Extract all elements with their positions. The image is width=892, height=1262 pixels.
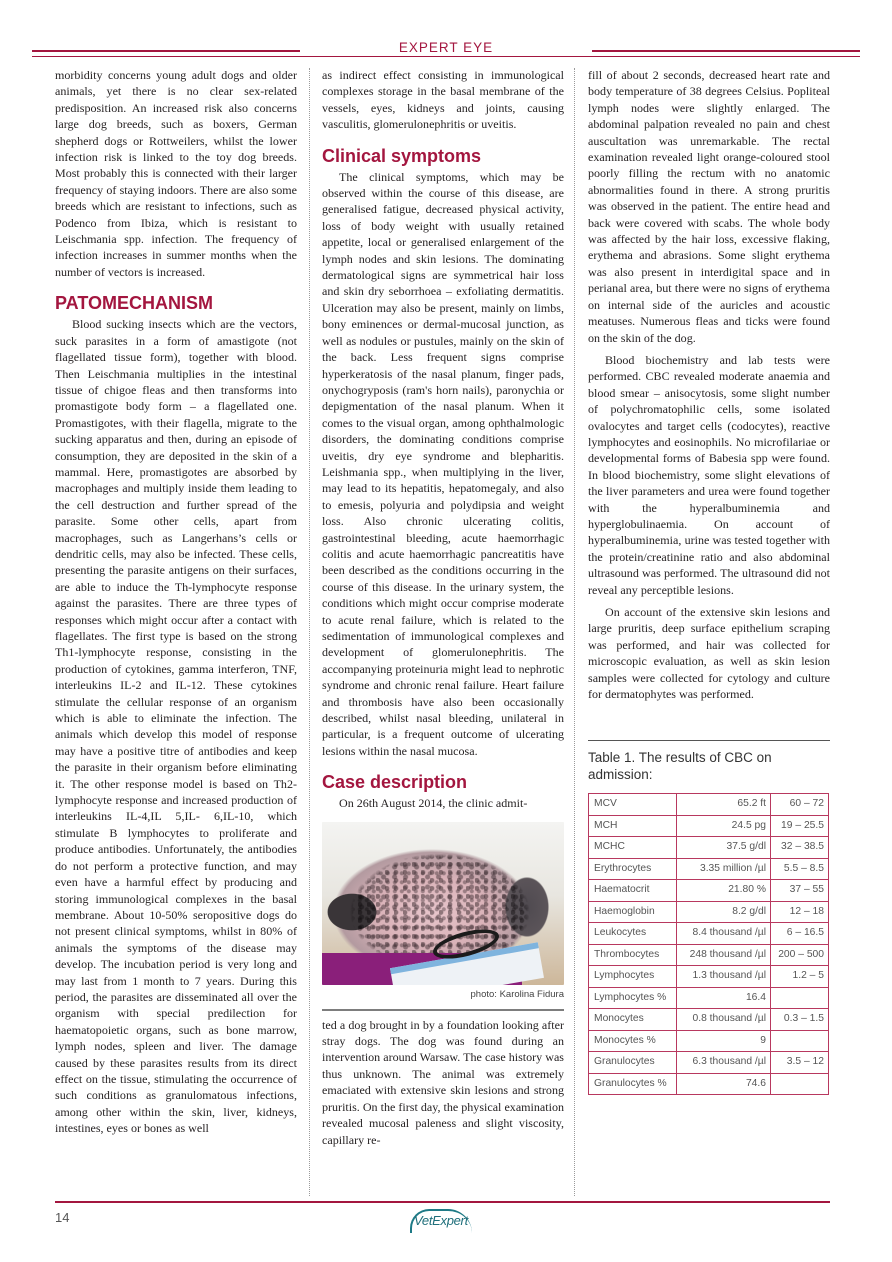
cell-value: 65.2 ft [677,794,771,816]
table-row [589,944,829,966]
heading-clinical-symptoms: Clinical symptoms [322,145,482,166]
table-rule [588,740,830,741]
table-row [589,1073,829,1095]
cbc-table-body [589,794,829,1095]
column-divider [309,68,310,1196]
cell-reference: 32 – 38.5 [771,837,829,859]
body-paragraph: Blood sucking insects which are the vectors, suck parasites in a form of amastigote (not flagellated tissue form), together with blood. Then Leischmania multiplies in the intestinal tissue of chigoe fleas and then transforms into promastigote body form – a flagellated one. Promastigotes, with their flagella, migrate to the sucking apparatus and then, during an episode of consumption, they are deposited in the skin of a mammal. Here, promastigotes are absorbed by macrophages and multiply inside them leading to the cell destruction and further spread of the parasite. Some other cells, apart from macrophages, such as Langerhans’s cells or dendritic cells, may also be infected. These cells, presenting the parasite antigens on their surfaces, are able to induce the Th-lymphocyte response against the parasites. There are three types of responses which might occur after a contact with flagellates. The first type is based on the strong Th1-lymphocyte response, consisting in the production of cytokines, gamma interferon, TNF, interleukins IL-2 and IL-12. These cytokines stimulate the cellular response of an organism which is able to eliminate the infection. The animals which develop this model of response may have a positive titre of antibodies and keep the parasite in their organism before eliminating it. The other response model is based on Th2-lymphocyte response and increased production of interleukins IL-4,IL 5,IL- 6,IL-10, which stimulate B lymphocytes to proliferate and produce antibodies. Unfortunately, the antibodies do not perform a protective function, and may even have a harmful effect by producing and storing immunological complexes in the basal membrane. About 10-50% seropositive dogs do not present clinical symptoms, whilst in 80% of animals the symptoms of the disease may develop. The incubation period is very long and may last from 1 month to 7 years. During this period, the parasites are disseminated all over the organism with special predilection for haematopoietic organs, such as bone marrow, lymph nodes, spleen and liver. The damage caused by these parasites results from its direct effect on the tissue, stimulating the occurrence of such conditions as granulomatous infections, among other within the skin, liver, kidneys, intestines, eyes or bones as well [55,317,297,1136]
cbc-table [588,793,829,1095]
section-title: EXPERT EYE [398,40,494,55]
cell-value: 6.3 thousand /µl [677,1052,771,1074]
table-row [589,794,829,816]
cell-parameter: MCH [589,815,677,837]
cell-reference: 200 – 500 [771,944,829,966]
cell-parameter: Leukocytes [589,923,677,945]
header-rule [32,56,860,57]
cell-value: 3.35 million /µl [677,858,771,880]
cell-reference: 1.2 – 5 [771,966,829,988]
table-row [589,815,829,837]
cell-parameter: Granulocytes [589,1052,677,1074]
table-row [589,966,829,988]
cell-parameter: Erythrocytes [589,858,677,880]
cell-parameter: Monocytes % [589,1030,677,1052]
running-header [32,40,860,64]
body-paragraph: as indirect effect consisting in immunological complexes storage in the basal membrane of the vessels, eyes, kidneys and joints, causing vasculitis, glomerulonephritis or uveitis. [322,68,564,132]
cell-value: 9 [677,1030,771,1052]
cell-reference: 37 – 55 [771,880,829,902]
cell-parameter: Lymphocytes [589,966,677,988]
cell-reference [771,1030,829,1052]
table-row [589,837,829,859]
cell-parameter: MCV [589,794,677,816]
cell-reference: 5.5 – 8.5 [771,858,829,880]
body-paragraph: morbidity concerns young adult dogs and older animals, yet there is no clear sex-related predisposition. An increased risk also concerns large dog breeds, such as boxers, German shepherd dogs or Rottweilers, whilst the lower infection risk is linked to the toy dog breeds. Most probably this is connected with their larger frequency of staying indoors. There are also some breeds which are resistant to infections, such as Podenco from Ibiza, which is resistant to Leischmania spp. infection. The frequency of infection increases in summer months when the number of vectors is increased. [55,68,297,279]
table-row [589,901,829,923]
column-2 [322,67,564,1148]
logo-text: VetExpert [414,1213,468,1228]
heading-patomechanism: PATOMECHANISM [55,293,214,314]
table-row [589,880,829,902]
dog-photo [322,822,564,985]
cell-reference: 12 – 18 [771,901,829,923]
body-paragraph: The clinical symptoms, which may be observed within the course of this disease, are generalised fatigue, decreased physical activity, loss of body weight with usually retained appetite, local or generalised enlargement of the lymph nodes and skin lesions. The dominating dermatological signs are symmetrical hair loss and skin dry seborrhoea – exfoliating dermatitis. Ulceration may also be present, mainly on limbs, bony eminences or dermal-mucosal junction, as well as nodules or pustules, mainly on the skin of the back. Less frequent signs comprise hyperkeratosis of the nasal planum, finger pads, onychogryposis (ram's horn nails), paronychia or depigmentation of the nasal planum. When it comes to the visual organ, among ophthalmologic disorders, the dominating conditions comprise uveitis, dry eye syndrome and blepharitis. Leishmania spp., when multiplying in the liver, may lead to its hepatitis, hepatomegaly, and also to emesis, polyuria and polydipsia and weight loss. Also chronic ulcerating colitis, gastrointestinal bleeding, acute haemorrhagic colitis and acute haemorrhagic pancreatitis have been described as the conditions occurring in the course of this disease. In the urinary system, the conditions which might occur comprise moderate to acute renal failure, which is related to the sedimentation of immunological complexes and development of glomerulonephritis. The accompanying proteinuria might lead to nephrotic syndrome and chronic renal failure. Heart failure and thrombosis have also been occasionally described, whilst nasal bleeding, unilateral in particular, is a frequent outcome of ulcerating lesions within the nasal mucosa. [322,169,564,758]
table-row [589,987,829,1009]
page-number: 14 [55,1210,70,1225]
caption-rule [322,1009,564,1011]
cell-reference: 19 – 25.5 [771,815,829,837]
cell-reference: 60 – 72 [771,794,829,816]
cell-parameter: Thrombocytes [589,944,677,966]
vetexpert-logo [408,1207,508,1231]
table-row [589,858,829,880]
cell-value: 1.3 thousand /µl [677,966,771,988]
body-paragraph: ted a dog brought in by a foundation looking after stray dogs. The dog was found during an intervention around Warsaw. The case history was thus unknown. The animal was extremely emaciated with extensive skin lesions and strong pruritis. On the first day, the physical examination revealed mucosal paleness and slight viscosity, capillary re- [322,1017,564,1147]
cell-value: 248 thousand /µl [677,944,771,966]
body-paragraph: On account of the extensive skin lesions and large pruritis, deep surface epithelium scraping was performed, and hair was collected for microscopic evaluation, as well as skin lesion samples were collected for cytology and culture for dermatophytes was performed. [588,605,830,702]
table-row [589,1030,829,1052]
cell-reference: 0.3 – 1.5 [771,1009,829,1031]
cell-parameter: MCHC [589,837,677,859]
photo-caption: photo: Karolina Fidura [470,988,564,1000]
table-row [589,1052,829,1074]
cell-parameter: Haemoglobin [589,901,677,923]
cell-value: 8.2 g/dl [677,901,771,923]
body-paragraph: Blood biochemistry and lab tests were performed. CBC revealed moderate anaemia and blood smear – anisocytosis, some slight number of polychromatophilic cells, some isolated ovalocytes and target cells (codocytes), reactive lymphocytes and eosinophils. No microfilariae or developmental forms of Babesia spp were found. In blood biochemistry, some slight elevations of the liver parameters and urea were found together with the hyperalbuminemia and hyperglobulinaemia. On account of hyperalbuminemia, urine was tested together with the protein/creatinine ratio and also abdominal ultrasound was performed. The ultrasound did not reveal any perceptible lesions. [588,352,830,597]
cell-reference: 6 – 16.5 [771,923,829,945]
cell-parameter: Monocytes [589,1009,677,1031]
cell-value: 8.4 thousand /µl [677,923,771,945]
column-3 [588,67,830,1095]
header-bar-right [592,50,860,52]
table-row [589,923,829,945]
table-title: Table 1. The results of CBC on admission: [588,750,772,783]
column-1 [55,67,297,1137]
cell-value: 0.8 thousand /µl [677,1009,771,1031]
cell-parameter: Lymphocytes % [589,987,677,1009]
heading-case-description: Case description [322,772,468,793]
cell-value: 74.6 [677,1073,771,1095]
table-row [589,1009,829,1031]
cell-parameter: Granulocytes % [589,1073,677,1095]
cell-reference: 3.5 – 12 [771,1052,829,1074]
cell-reference [771,1073,829,1095]
cell-parameter: Haematocrit [589,880,677,902]
cell-value: 24.5 pg [677,815,771,837]
cell-value: 37.5 g/dl [677,837,771,859]
cell-reference [771,987,829,1009]
cell-value: 21.80 % [677,880,771,902]
cell-value: 16.4 [677,987,771,1009]
body-paragraph: On 26th August 2014, the clinic admit- [339,796,528,811]
body-paragraph: fill of about 2 seconds, decreased heart rate and body temperature of 38 degrees Celsius. Popliteal lymph nodes were slightly enlarged. The abdominal palpation revealed no pain and chest auscultation was unremarkable. The rectal examination revealed light orange-coloured stool poorly filling the rectum with no anatomic abnormalities found in there. A strong pruritis was observed in the patient. The entire head and back were covered with scabs. The whole body was affected by the hair loss, excessive flaking, erythema and abrasions. Some slight erythema was also present in interdigital space and in perianal area, but there were no signs of erythema on internal side of the auricles and acoustic meatuses. Numerous fleas and ticks were found on the skin of the dog. [588,68,830,345]
column-divider [574,68,575,1196]
footer-rule [55,1201,830,1203]
